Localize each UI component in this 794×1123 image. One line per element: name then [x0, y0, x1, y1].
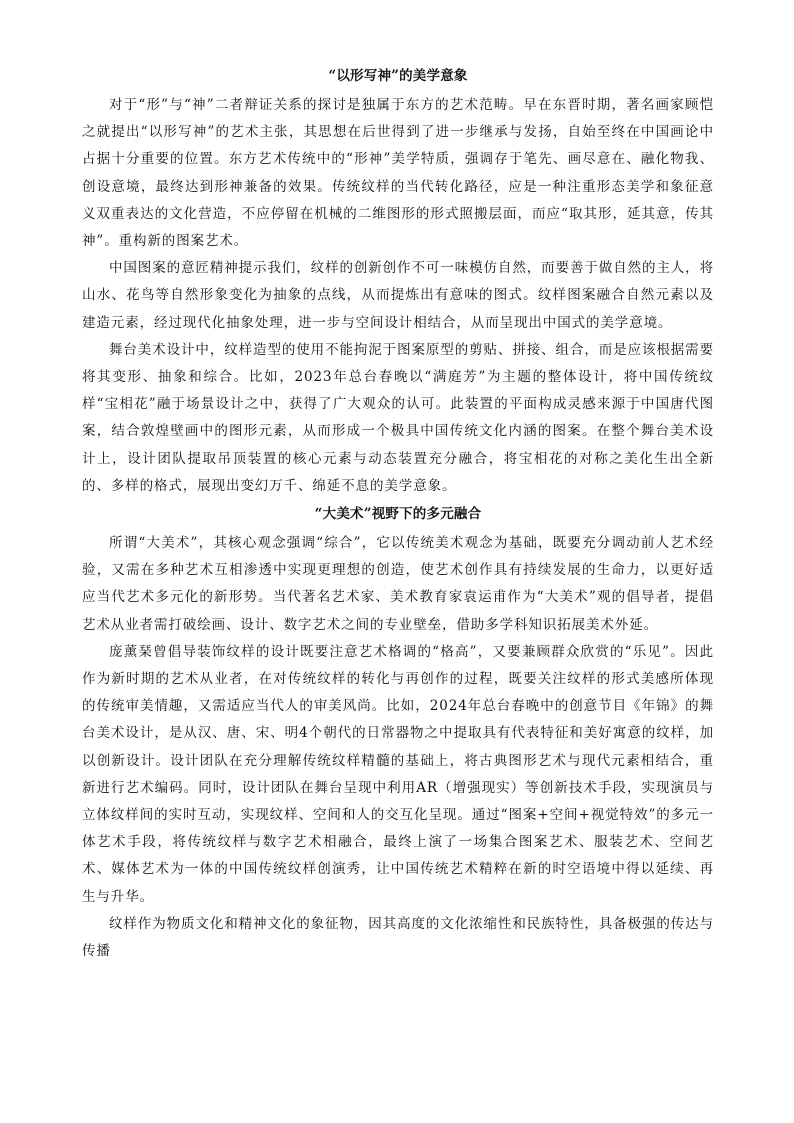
paragraph: 纹样作为物质文化和精神文化的象征物，因其高度的文化浓缩性和民族特性，具备极强的传达与传播	[82, 915, 714, 960]
paragraph: 所谓“大美术”，其核心观念强调“综合”，它以传统美术观念为基础，既要充分调动前人艺术经验，又需在多种艺术互相渗透中实现更理想的创造，使艺术创作具有持续发展的生命力，以更好适应当代艺术多元化的新形势。当代著名艺术家、美术教育家袁运甫作为“大美术”观的倡导者，提倡艺术从业者需打破绘画、设计、数字艺术之间的专业壁垒，借助多学科知识拓展美术外延。	[82, 535, 714, 633]
paragraph: 中国图案的意匠精神提示我们，纹样的创新创作不可一味模仿自然，而要善于做自然的主人，将山水、花鸟等自然形象变化为抽象的点线，从而提炼出有意味的图式。纹样图案融合自然元素以及建造元素，经过现代化抽象处理，进一步与空间设计相结合，从而呈现出中国式的美学意境。	[82, 260, 714, 331]
document-page	[82, 64, 714, 965]
paragraph: 舞台美术设计中，纹样造型的使用不能拘泥于图案原型的剪贴、拼接、组合，而是应该根据需要将其变形、抽象和综合。比如，2023年总台春晚以“满庭芳”为主题的整体设计，将中国传统纹样“宝相花”融于场景设计之中，获得了广大观众的认可。此装置的平面构成灵感来源于中国唐代图案，结合敦煌壁画中的图形元素，从而形成一个极具中国传统文化内涵的图案。在整个舞台美术设计上，设计团队提取吊顶装置的核心元素与动态装置充分融合，将宝相花的对称之美化生出全新的、多样的格式，展现出变幻万千、绵延不息的美学意象。	[82, 341, 714, 494]
section-heading-grand-art: “大美术”视野下的多元融合	[314, 506, 482, 523]
paragraph: 对于“形”与“神”二者辩证关系的探讨是独属于东方的艺术范畴。早在东晋时期，著名画家顾恺之就提出“以形写神”的艺术主张，其思想在后世得到了进一步继承与发扬，自始至终在中国画论中占据十分重要的位置。东方艺术传统中的“形神”美学特质，强调存于笔先、画尽意在、融化物我、创设意境，最终达到形神兼备的效果。传统纹样的当代转化路径，应是一种注重形态美学和象征意义双重表达的文化营造，不应停留在机械的二维图形的形式照搬层面，而应“取其形，延其意，传其神”。重构新的图案艺术。	[82, 97, 714, 250]
section-heading-form-spirit: “以形写神”的美学意象	[328, 68, 468, 84]
paragraph: 庞薰琹曾倡导装饰纹样的设计既要注意艺术格调的“格高”，又要兼顾群众欣赏的“乐见”。因此作为新时期的艺术从业者，在对传统纹样的转化与再创作的过程，既要关注纹样的形式美感所体现的传统审美情趣，又需适应当代人的审美风尚。比如，2024年总台春晚中的创意节目《年锦》的舞台美术设计，是从汉、唐、宋、明4个朝代的日常器物之中提取具有代表特征和美好寓意的纹样，加以创新设计。设计团队在充分理解传统纹样精髓的基础上，将古典图形艺术与现代元素相结合，重新进行艺术编码。同时，设计团队在舞台呈现中利用AR（增强现实）等创新技术手段，实现演员与立体纹样间的实时互动，实现纹样、空间和人的交互化呈现。通过“图案+空间+视觉特效”的多元一体艺术手段，将传统纹样与数字艺术相融合，最终上演了一场集合图案艺术、服装艺术、空间艺术、媒体艺术为一体的中国传统纹样创演秀，让中国传统艺术精粹在新的时空语境中得以延续、再生与升华。	[82, 643, 714, 905]
